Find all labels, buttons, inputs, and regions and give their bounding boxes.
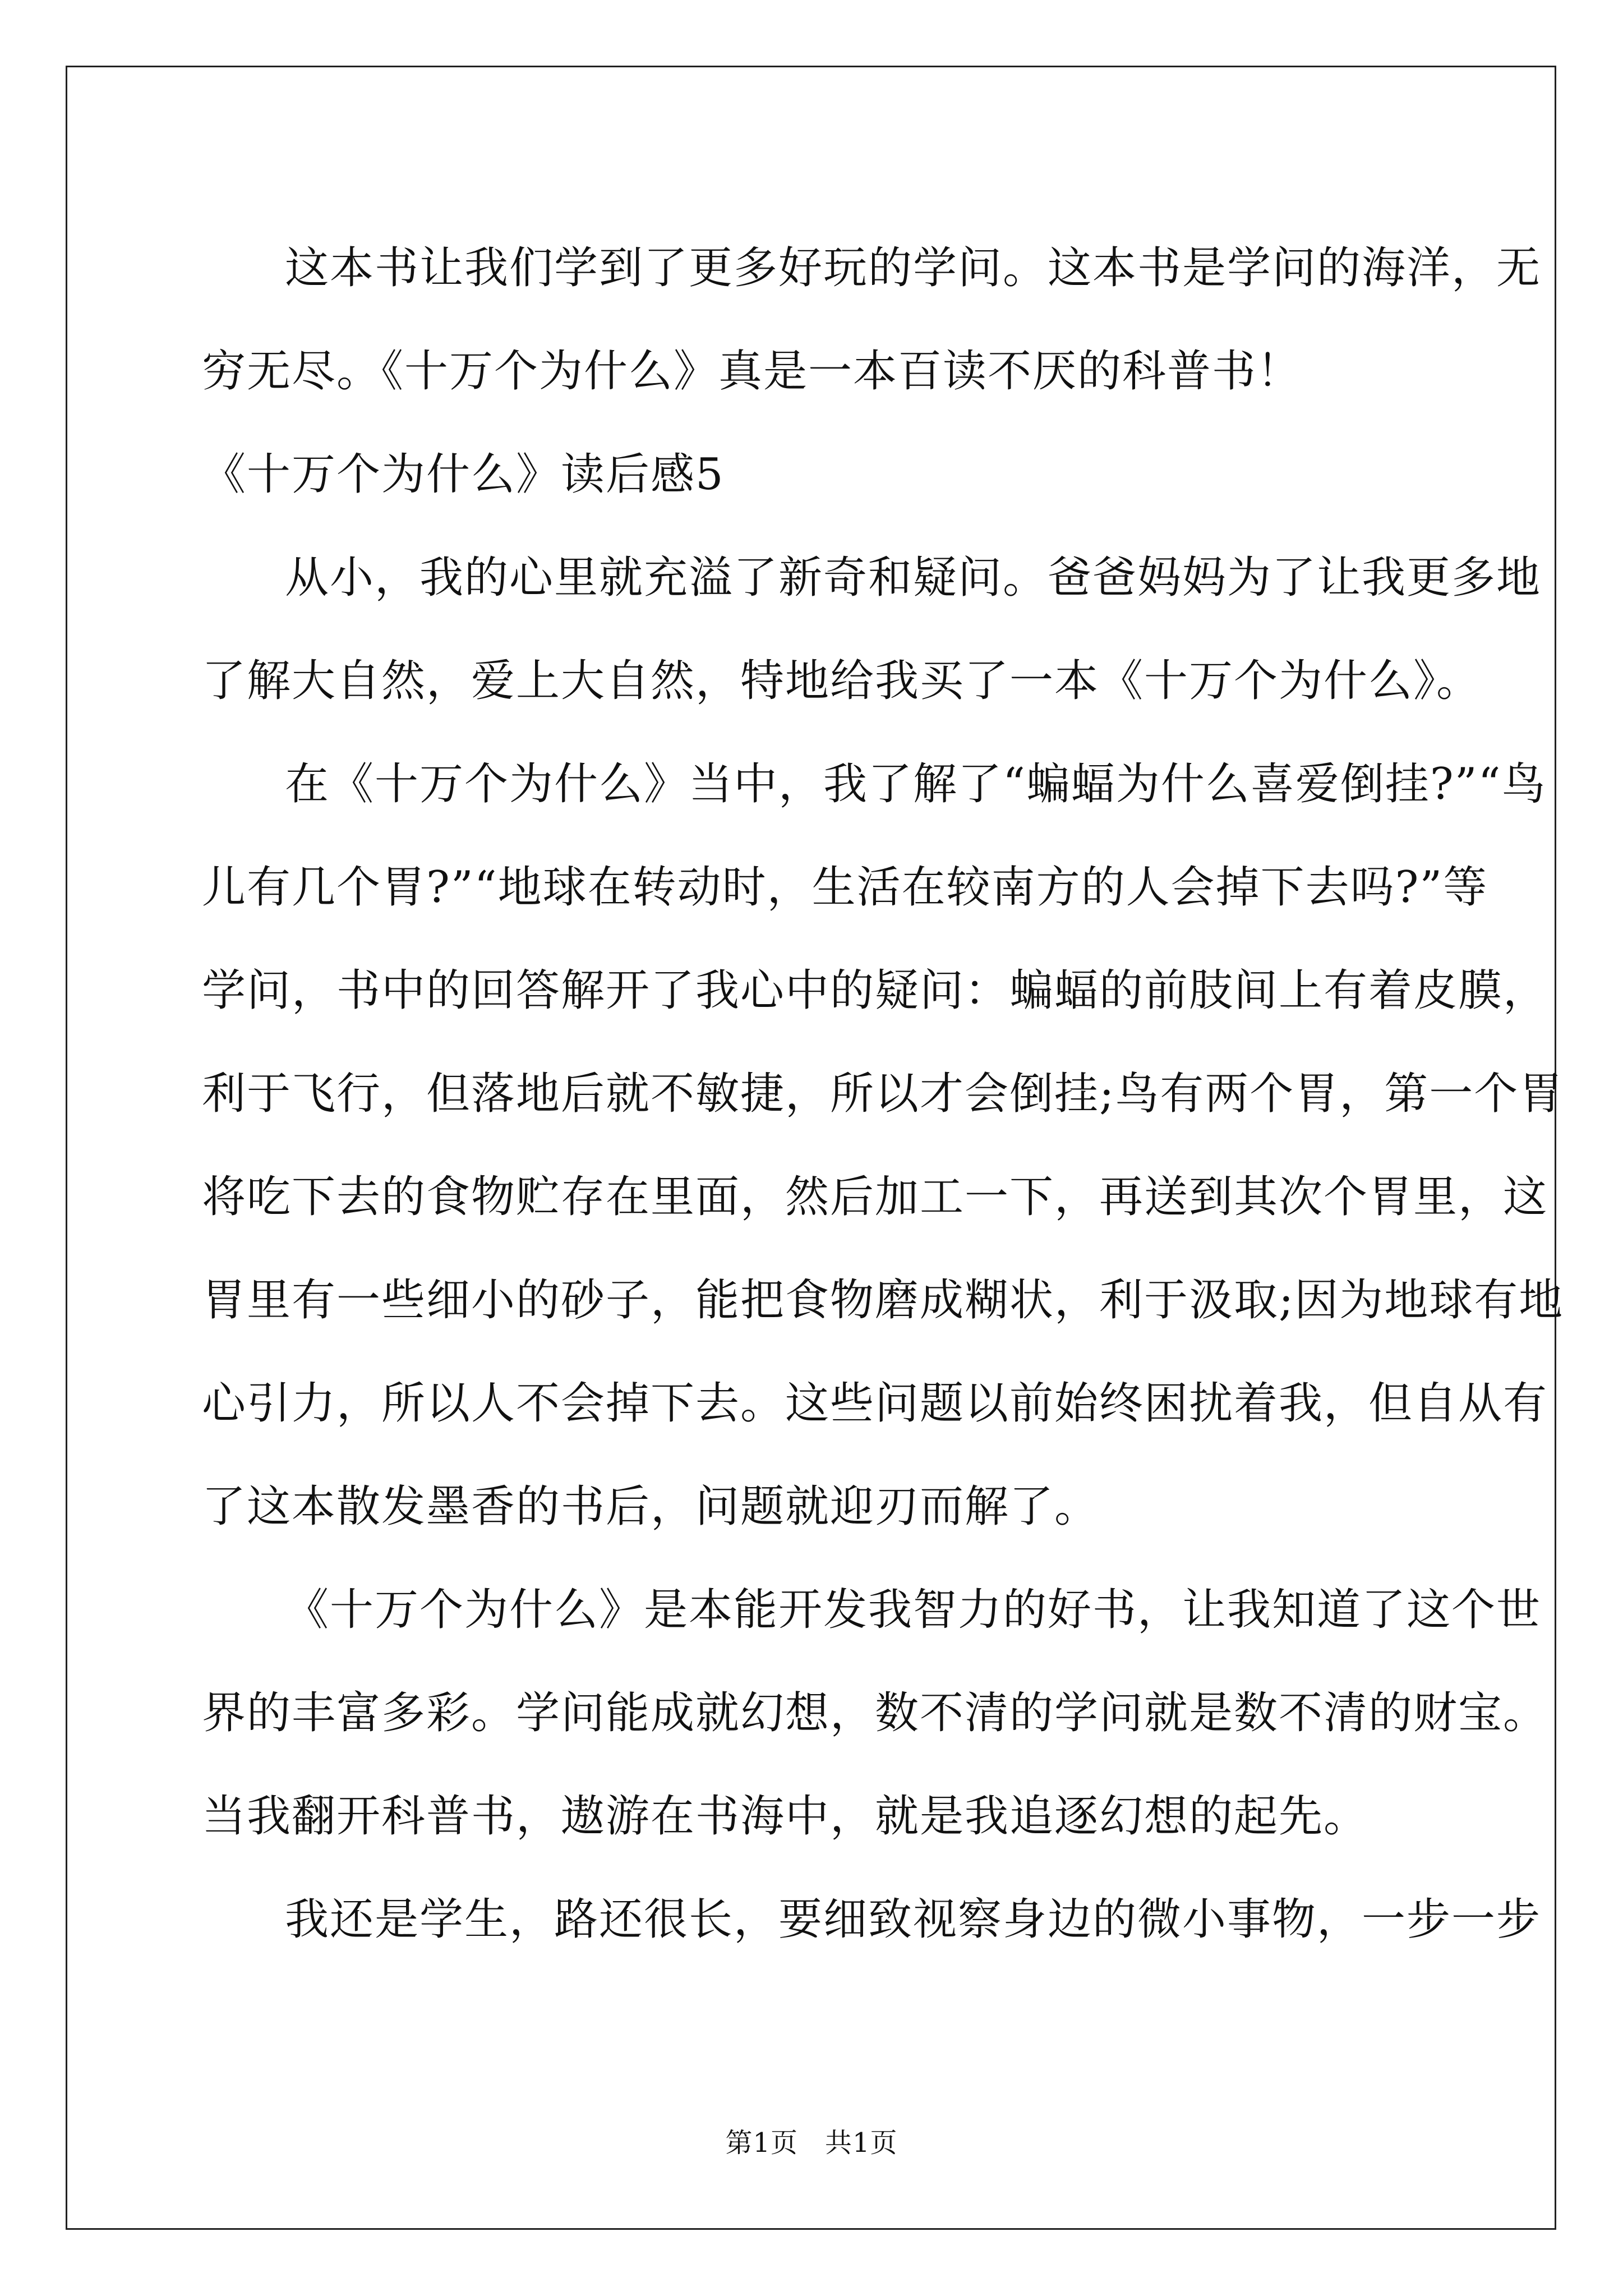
paragraph-line: 《十万个为什么》是本能开发我智力的好书，让我知道了这个世 bbox=[285, 1585, 1542, 1635]
paragraph-line: 心引力，所以人不会掉下去。这些问题以前始终困扰着我，但自从有 bbox=[202, 1378, 1548, 1429]
paragraph-line: 将吃下去的食物贮存在里面，然后加工一下，再送到其次个胃里，这 bbox=[202, 1172, 1548, 1222]
paragraph-line: 这本书让我们学到了更多好玩的学问。这本书是学问的海洋，无 bbox=[285, 243, 1542, 293]
paragraph-line: 儿有几个胃?”“地球在转动时，生活在较南方的人会掉下去吗?”等 bbox=[202, 862, 1488, 913]
paragraph-line: 了这本散发墨香的书后，问题就迎刃而解了。 bbox=[202, 1481, 1100, 1532]
paragraph-line: 在《十万个为什么》当中，我了解了“蝙蝠为什么喜爱倒挂?”“鸟 bbox=[285, 759, 1547, 809]
paragraph-line: 胃里有一些细小的砂子，能把食物磨成糊状，利于汲取;因为地球有地 bbox=[202, 1275, 1564, 1326]
document-body bbox=[202, 217, 1564, 1971]
paragraph-line: 从小，我的心里就充溢了新奇和疑问。爸爸妈妈为了让我更多地 bbox=[285, 553, 1542, 603]
page-footer bbox=[0, 2126, 1623, 2160]
paragraph-line: 穷无尽。《十万个为什么》真是一本百读不厌的科普书！ bbox=[202, 346, 1302, 397]
paragraph-line: 界的丰富多彩。学问能成就幻想，数不清的学问就是数不清的财宝。 bbox=[202, 1688, 1548, 1738]
page-total: 共1页 bbox=[825, 2127, 898, 2159]
page-number: 第1页 bbox=[725, 2127, 798, 2159]
paragraph-line: 当我翻开科普书，遨游在书海中，就是我追逐幻想的起先。 bbox=[202, 1791, 1369, 1842]
paragraph-line: 了解大自然，爱上大自然，特地给我买了一本《十万个为什么》。 bbox=[202, 656, 1482, 706]
paragraph-line: 利于飞行，但落地后就不敏捷，所以才会倒挂;鸟有两个胃，第一个胃 bbox=[202, 1069, 1564, 1119]
paragraph-line: 学问，书中的回答解开了我心中的疑问：蝙蝠的前肢间上有着皮膜， bbox=[202, 965, 1548, 1016]
paragraph-line: 我还是学生，路还很长，要细致视察身边的微小事物，一步一步 bbox=[285, 1894, 1542, 1945]
section-heading: 《十万个为什么》读后感5 bbox=[202, 449, 725, 500]
